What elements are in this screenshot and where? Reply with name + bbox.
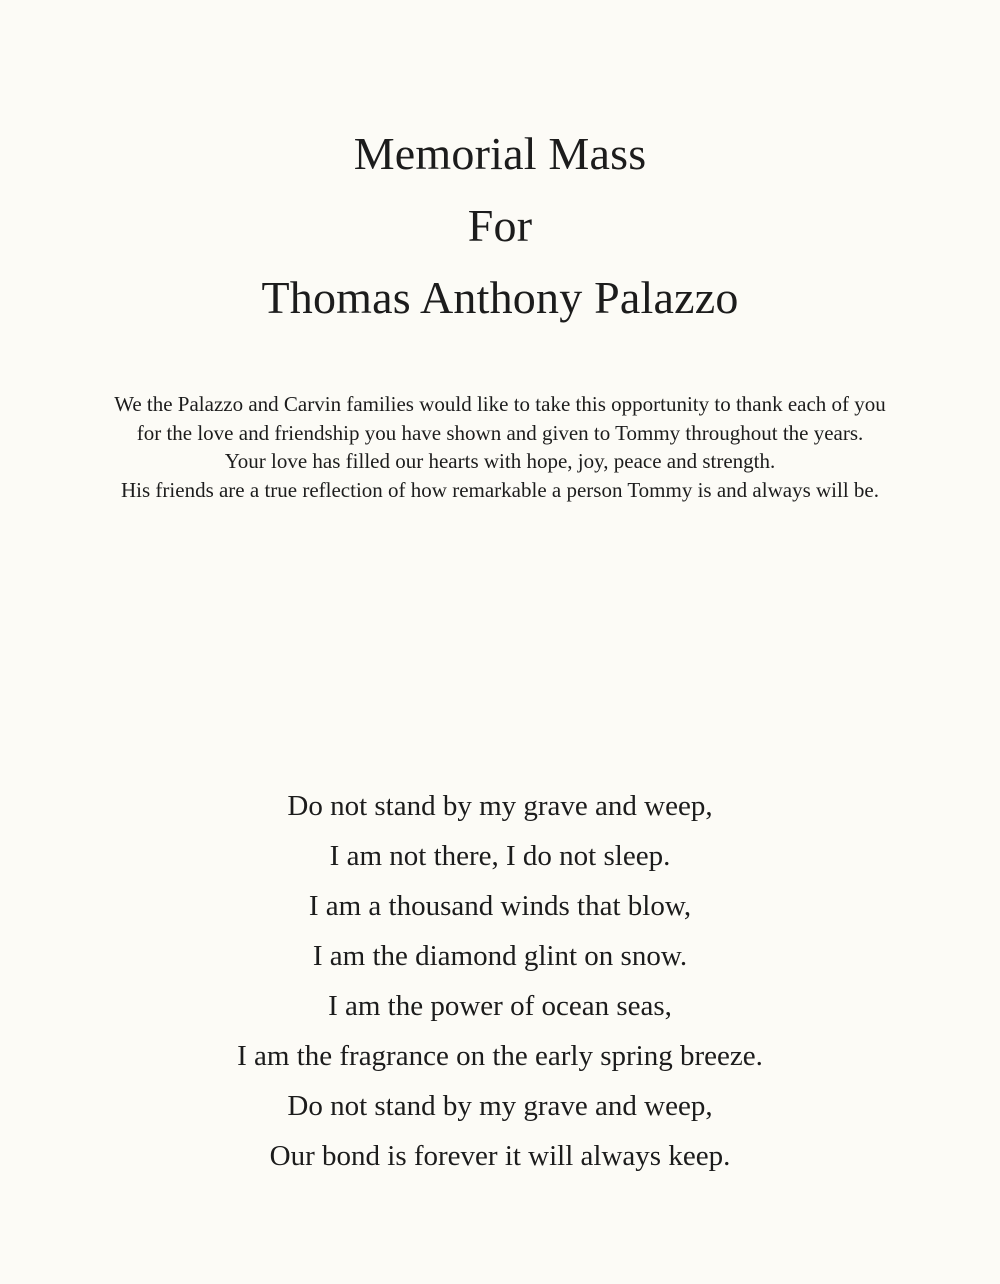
title-line-memorial-mass: Memorial Mass: [353, 128, 647, 179]
poem-line: I am the diamond glint on snow.: [312, 940, 688, 972]
poem-line: Do not stand by my grave and weep,: [287, 790, 713, 822]
message-line: His friends are a true reflection of how remarkable a person Tommy is and always will be.: [121, 477, 879, 502]
page-title: [0, 118, 1000, 334]
thank-you-message: [40, 390, 960, 504]
poem-line: Our bond is forever it will always keep.: [269, 1140, 731, 1172]
poem-line: I am a thousand winds that blow,: [308, 890, 692, 922]
poem-line: I am the power of ocean seas,: [328, 990, 672, 1022]
poem-line: I am the fragrance on the early spring breeze.: [237, 1040, 763, 1072]
poem: [0, 781, 1000, 1181]
title-line-name: Thomas Anthony Palazzo: [261, 272, 739, 323]
title-line-for: For: [467, 200, 533, 251]
message-line: Your love has filled our hearts with hope, joy, peace and strength.: [224, 449, 776, 473]
poem-line: Do not stand by my grave and weep,: [287, 1090, 713, 1122]
message-line: for the love and friendship you have shown and given to Tommy throughout the years.: [136, 420, 864, 445]
message-line: We the Palazzo and Carvin families would like to take this opportunity to thank each of you: [114, 392, 886, 416]
poem-line: I am not there, I do not sleep.: [329, 840, 671, 872]
